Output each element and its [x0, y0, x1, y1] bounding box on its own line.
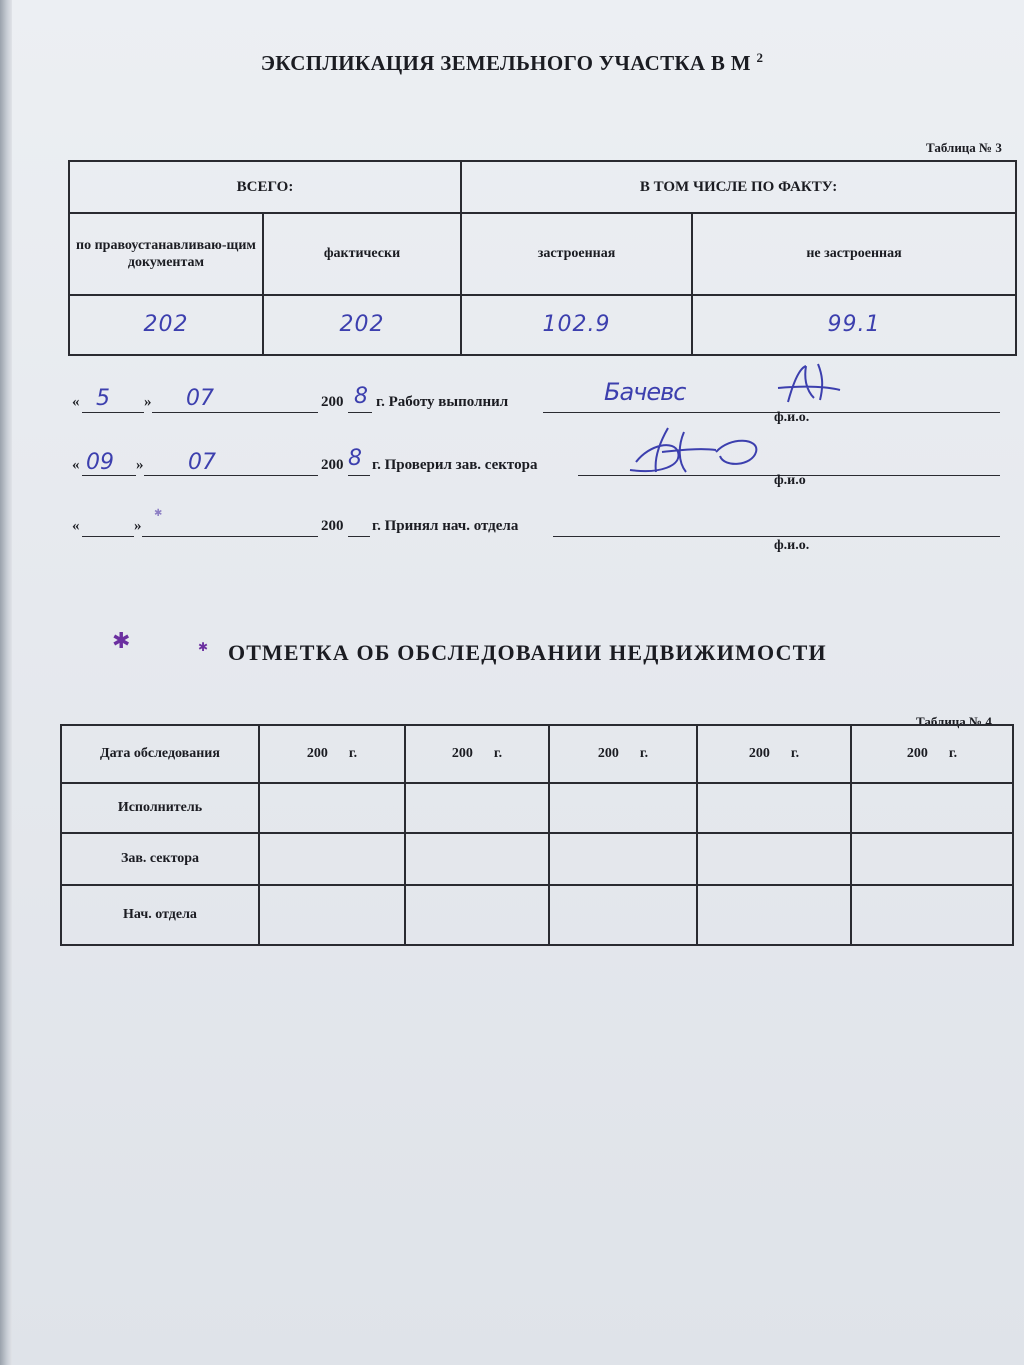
table-cell: [259, 833, 405, 885]
table-cell: [259, 783, 405, 833]
col-built: застроенная: [461, 213, 692, 295]
row3-year-line: [348, 536, 370, 537]
year-cell-5: 200 г.: [851, 725, 1013, 783]
table-cell: [549, 885, 697, 945]
binder-edge: [0, 0, 12, 1365]
table-cell: [549, 833, 697, 885]
row3-suffix: г. Принял нач. отдела: [372, 518, 519, 534]
year-cell-3: 200 г.: [549, 725, 697, 783]
ink-blot-small: ✱: [198, 640, 209, 654]
header-total: ВСЕГО:: [69, 161, 461, 213]
year-cell-2: 200 г.: [405, 725, 549, 783]
year-cell-4: 200 г.: [697, 725, 851, 783]
row3-year-prefix: 200: [321, 518, 344, 534]
row3-open-quote: «: [72, 518, 80, 534]
val-unbuilt: 99.1: [827, 312, 881, 338]
row1-signature-line: [543, 412, 1000, 413]
row1-day: 5: [96, 386, 110, 411]
row2-open-quote: «: [72, 457, 80, 473]
row2-month-line: [144, 475, 318, 476]
table-cell: [697, 783, 851, 833]
row3-month-line: [142, 536, 318, 537]
table3-number: Таблица № 3: [926, 140, 1002, 155]
val-documents: 202: [143, 312, 189, 338]
label-executor: Исполнитель: [61, 783, 259, 833]
row2-suffix: г. Проверил зав. сектора: [372, 457, 538, 473]
label-department-head: Нач. отдела: [61, 885, 259, 945]
row1-year-line: [348, 412, 372, 413]
header-fact: В ТОМ ЧИСЛЕ ПО ФАКТУ:: [461, 161, 1016, 213]
table-cell: [549, 783, 697, 833]
row2-year-digit: 8: [348, 446, 362, 471]
row1-open-quote: «: [72, 394, 80, 410]
row1-year-prefix: 200: [321, 394, 344, 410]
table-cell: [851, 885, 1013, 945]
row1-suffix: г. Работу выполнил: [376, 394, 509, 410]
row1-month-line: [152, 412, 318, 413]
explication-title-sup: 2: [756, 50, 764, 65]
ink-speck: ✱: [154, 508, 163, 519]
col-unbuilt: не застроенная: [692, 213, 1016, 295]
row3-signature-line: [553, 536, 1000, 537]
row2-fio-label: ф.и.о: [774, 473, 806, 488]
year-cell-1: 200 г.: [259, 725, 405, 783]
row3-close-quote: »: [134, 518, 142, 534]
val-built: 102.9: [542, 312, 611, 338]
col-actual: фактически: [263, 213, 461, 295]
label-inspection-date: Дата обследования: [61, 725, 259, 783]
row1-signature: Бачевс: [604, 378, 686, 406]
row1-month: 07: [186, 386, 214, 411]
table4-number: Таблица № 4: [916, 714, 992, 729]
table-cell: [259, 885, 405, 945]
table-cell: [697, 833, 851, 885]
explication-title-text: ЭКСПЛИКАЦИЯ ЗЕМЕЛЬНОГО УЧАСТКА В М: [260, 51, 751, 75]
row3-fio-label: ф.и.о.: [774, 538, 810, 553]
row2-day: 09: [86, 450, 114, 475]
row2-close-quote: »: [136, 457, 144, 473]
row2-year-prefix: 200: [321, 457, 344, 473]
table-cell: [851, 783, 1013, 833]
row1-day-line: [82, 412, 144, 413]
row1-year-digit: 8: [354, 384, 368, 409]
table-cell: [697, 885, 851, 945]
inspection-table: [60, 724, 1014, 946]
row2-year-line: [348, 475, 370, 476]
inspection-title: ОТМЕТКА ОБ ОБСЛЕДОВАНИИ НЕДВИЖИМОСТИ: [228, 640, 827, 665]
row1-close-quote: »: [144, 394, 152, 410]
col-documents: по правоустанавливаю-щим документам: [69, 213, 263, 295]
explication-table: [68, 160, 1017, 356]
table-cell: [405, 833, 549, 885]
row2-month: 07: [188, 450, 216, 475]
row3-day-line: [82, 536, 134, 537]
ink-blot: ✱: [112, 628, 131, 653]
row2-day-line: [82, 475, 136, 476]
table-cell: [405, 783, 549, 833]
label-sector-head: Зав. сектора: [61, 833, 259, 885]
val-actual: 202: [339, 312, 385, 338]
row1-signature-flourish: [770, 360, 850, 410]
row1-fio-label: ф.и.о.: [774, 410, 810, 425]
table-cell: [851, 833, 1013, 885]
explication-title: [0, 50, 1024, 76]
table-cell: [405, 885, 549, 945]
row2-signature: [620, 422, 770, 482]
